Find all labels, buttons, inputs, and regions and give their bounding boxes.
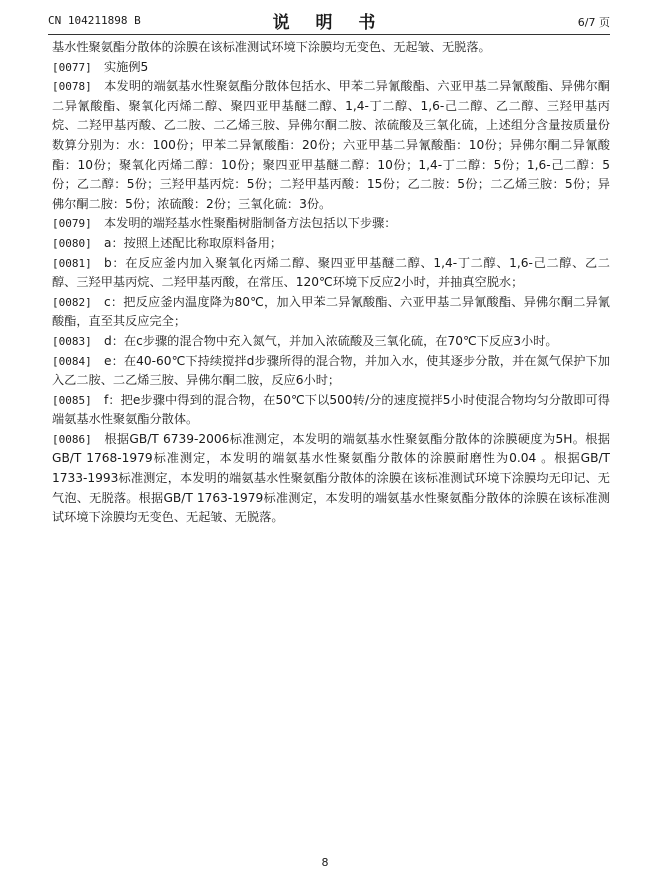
page-number: 8: [321, 856, 329, 869]
paragraph-0086: [52, 430, 610, 528]
paragraph-number: [0078]: [52, 80, 92, 94]
paragraph-0077: [52, 58, 610, 78]
paragraph-number: [0079]: [52, 217, 92, 231]
paragraph-text: 本发明的端氨基水性聚氨酯分散体包括水、甲苯二异氰酸酯、六亚甲基二异氰酸酯、异佛尔酮二异氰酸酯、聚氧化丙烯二醇、聚四亚甲基醚二醇、1,4-丁二醇、1,6-己二醇、乙二醇、三羟甲基丙烷、二羟甲基丙酸、乙二胺、二乙烯三胺、异佛尔酮二胺、浓硫酸及三氧化硫，上述组分含量按质量份数算分别为：水：100份；甲苯二异氰酸酯：20份；六亚甲基二异氰酸酯：10份；异佛尔酮二异氰酸酯：10份；聚氧化丙烯二醇：10份；聚四亚甲基醚二醇：10份；1,4-丁二醇：5份；1,6-己二醇：5份；乙二醇：5份；三羟甲基丙烷：5份；二羟甲基丙酸：15份；乙二胺：5份；二乙烯三胺：5份；异佛尔酮二胺：5份；浓硫酸：2份；三氧化硫：3份。: [52, 79, 610, 211]
paragraph-text: 本发明的端羟基水性聚酯树脂制备方法包括以下步骤：: [104, 216, 397, 231]
document-body: [52, 38, 610, 528]
paragraph-number: [0082]: [52, 295, 92, 309]
paragraph-0079: [52, 214, 610, 234]
document-title: 说 明 书: [272, 13, 386, 33]
paragraph-0082: [52, 293, 610, 332]
page-info: 6/7 页: [577, 16, 610, 29]
paragraph-number: [0081]: [52, 256, 92, 270]
paragraph-number: [0077]: [52, 60, 92, 74]
paragraph-text: e：在40-60℃下持续搅拌d步骤所得的混合物，并加入水，使其逐步分散，并在氮气保护下加入乙二胺、二乙烯三胺、异佛尔酮二胺，反应6小时；: [52, 353, 610, 388]
paragraph-0080: [52, 234, 610, 254]
paragraph-text: b：在反应釜内加入聚氧化丙烯二醇、聚四亚甲基醚二醇、1,4-丁二醇、1,6-己二醇、乙二醇、三羟甲基丙烷、二羟甲基丙酸，在常压、120℃环境下反应2小时，并抽真空脱水；: [52, 255, 610, 290]
paragraph-text: 根据GB/T 6739-2006标准测定，本发明的端氨基水性聚氨酯分散体的涂膜硬度为5H。根据GB/T 1768-1979标准测定，本发明的端氨基水性聚氨酯分散体的涂膜耐磨性为0.04 。根据GB/T 1733-1993标准测定，本发明的端氨基水性聚氨酯分散体的涂膜在该标准测试环境下涂膜均无印记、无气泡、无脱落。根据GB/T 1763-1979标准测定，本发明的端氨基水性聚氨酯分散体的涂膜在该标准测试环境下涂膜均无变色、无起皱、无脱落。: [52, 431, 610, 525]
header-divider: [48, 34, 610, 35]
paragraph-number: [0086]: [52, 432, 92, 446]
continuation-paragraph: 基水性聚氨酯分散体的涂膜在该标准测试环境下涂膜均无变色、无起皱、无脱落。: [52, 40, 491, 54]
paragraph-0083: [52, 332, 610, 352]
paragraph-text: c：把反应釜内温度降为80℃，加入甲苯二异氰酸酯、六亚甲基二异氰酸酯、异佛尔酮二异氰酸酯，直至其反应完全；: [52, 294, 610, 329]
paragraph-text: f：把e步骤中得到的混合物，在50℃下以500转/分的速度搅拌5小时使混合物均匀分散即可得端氨基水性聚氨酯分散体。: [52, 392, 610, 427]
paragraph-0085: [52, 391, 610, 430]
paragraph-text: a：按照上述配比称取原料备用；: [104, 235, 283, 250]
paragraph-0078: [52, 77, 610, 214]
paragraph-number: [0080]: [52, 236, 92, 250]
paragraph-number: [0085]: [52, 393, 92, 407]
paragraph-number: [0083]: [52, 334, 92, 348]
paragraph-text: 实施例5: [104, 59, 149, 74]
paragraph-0081: [52, 254, 610, 293]
paragraph-0084: [52, 352, 610, 391]
paragraph-number: [0084]: [52, 354, 92, 368]
page-header: [48, 8, 610, 34]
paragraph-text: d：在c步骤的混合物中充入氮气，并加入浓硫酸及三氧化硫，在70℃下反应3小时。: [104, 333, 558, 348]
publication-number: CN 104211898 B: [48, 14, 141, 27]
